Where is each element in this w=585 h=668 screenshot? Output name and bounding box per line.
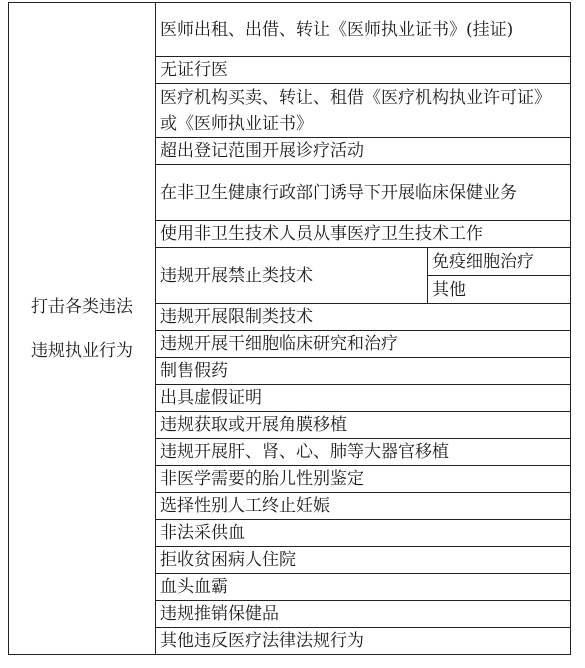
item-cell: 无证行医 xyxy=(156,57,571,84)
item-cell: 违规开展肝、肾、心、肺等大器官移植 xyxy=(156,439,571,466)
item-cell: 出具虚假证明 xyxy=(156,385,571,412)
item-cell: 违规推销保健品 xyxy=(156,601,571,628)
item-cell: 违规开展限制类技术 xyxy=(156,304,571,331)
item-cell: 在非卫生健康行政部门诱导下开展临床保健业务 xyxy=(156,165,571,221)
item-cell: 非医学需要的胎儿性别鉴定 xyxy=(156,466,571,493)
item-cell: 超出登记范围开展诊疗活动 xyxy=(156,138,571,165)
banned-tech-sub-item: 其他 xyxy=(428,276,571,304)
banned-tech-sub-item: 免疫细胞治疗 xyxy=(428,248,571,276)
category-line-2: 违规执业行为 xyxy=(31,340,133,361)
item-cell: 制售假药 xyxy=(156,358,571,385)
item-cell: 非法采供血 xyxy=(156,520,571,547)
item-cell: 医疗机构买卖、转让、租借《医疗机构执业许可证》或《医师执业证书》 xyxy=(156,84,571,138)
item-cell: 选择性别人工终止妊娠 xyxy=(156,493,571,520)
category-line-1: 打击各类违法 xyxy=(31,296,133,317)
category-cell xyxy=(9,3,156,655)
banned-tech-label: 违规开展禁止类技术 xyxy=(156,248,428,304)
item-cell: 医师出租、出借、转让《医师执业证书》(挂证) xyxy=(156,3,571,57)
item-cell: 拒收贫困病人住院 xyxy=(156,547,571,574)
item-cell: 违规开展干细胞临床研究和治疗 xyxy=(156,331,571,358)
item-cell: 违规获取或开展角膜移植 xyxy=(156,412,571,439)
item-cell: 使用非卫生技术人员从事医疗卫生技术工作 xyxy=(156,221,571,248)
item-cell: 血头血霸 xyxy=(156,574,571,601)
enforcement-table xyxy=(8,2,571,655)
item-cell: 其他违反医疗法律法规行为 xyxy=(156,628,571,655)
